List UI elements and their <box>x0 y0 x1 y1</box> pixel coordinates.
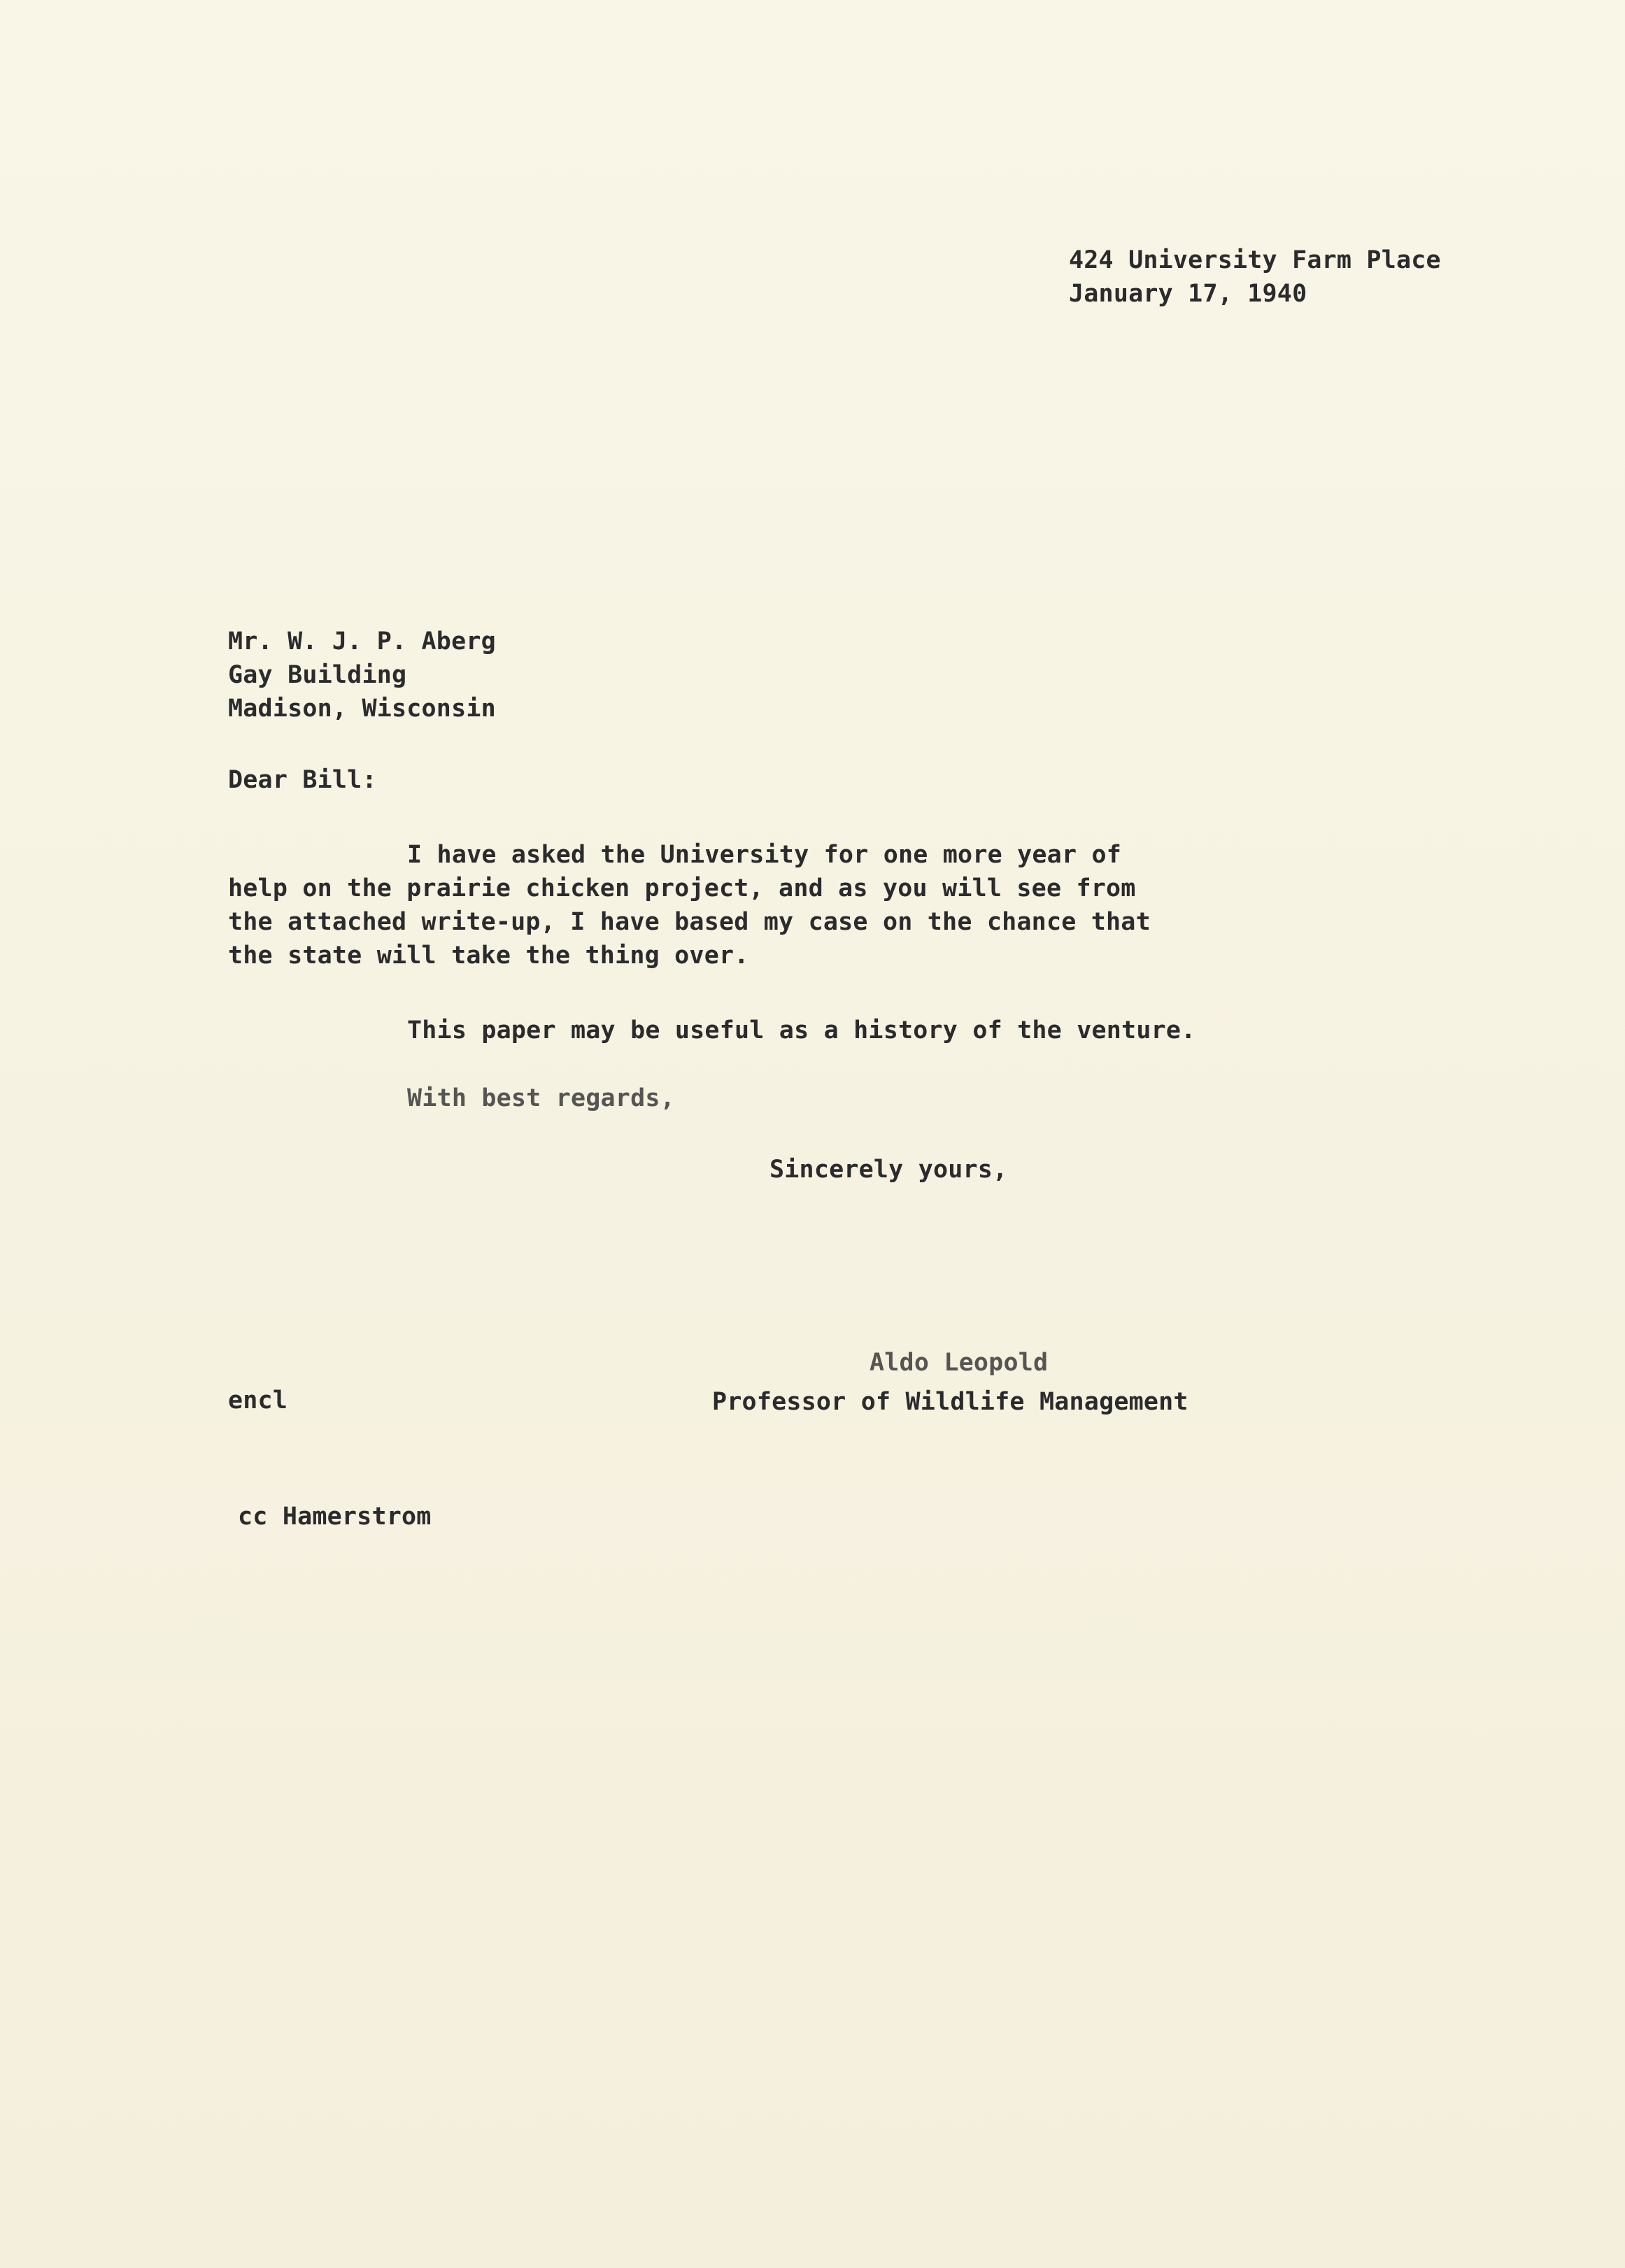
body-paragraph-1-line: I have asked the University for one more year of <box>407 841 1122 869</box>
body-paragraph-1-line: the attached write-up, I have based my case on the chance that <box>228 908 1151 936</box>
body-paragraph-3: With best regards, <box>407 1084 675 1112</box>
letter-date: January 17, 1940 <box>1069 280 1307 308</box>
signer-name: Aldo Leopold <box>870 1349 1049 1377</box>
salutation: Dear Bill: <box>228 766 377 794</box>
closing: Sincerely yours, <box>769 1156 1008 1184</box>
body-paragraph-1-line: the state will take the thing over. <box>228 942 749 970</box>
signer-title: Professor of Wildlife Management <box>712 1388 1188 1416</box>
recipient-name: Mr. W. J. P. Aberg <box>228 628 496 655</box>
recipient-building: Gay Building <box>228 661 407 689</box>
sender-address: 424 University Farm Place <box>1069 246 1441 274</box>
enclosure-note: encl <box>228 1387 288 1415</box>
body-paragraph-1-line: help on the prairie chicken project, and as you will see from <box>228 874 1136 902</box>
body-paragraph-2: This paper may be useful as a history of the venture. <box>407 1016 1196 1044</box>
carbon-copy-note: cc Hamerstrom <box>238 1503 432 1531</box>
recipient-city: Madison, Wisconsin <box>228 695 496 723</box>
